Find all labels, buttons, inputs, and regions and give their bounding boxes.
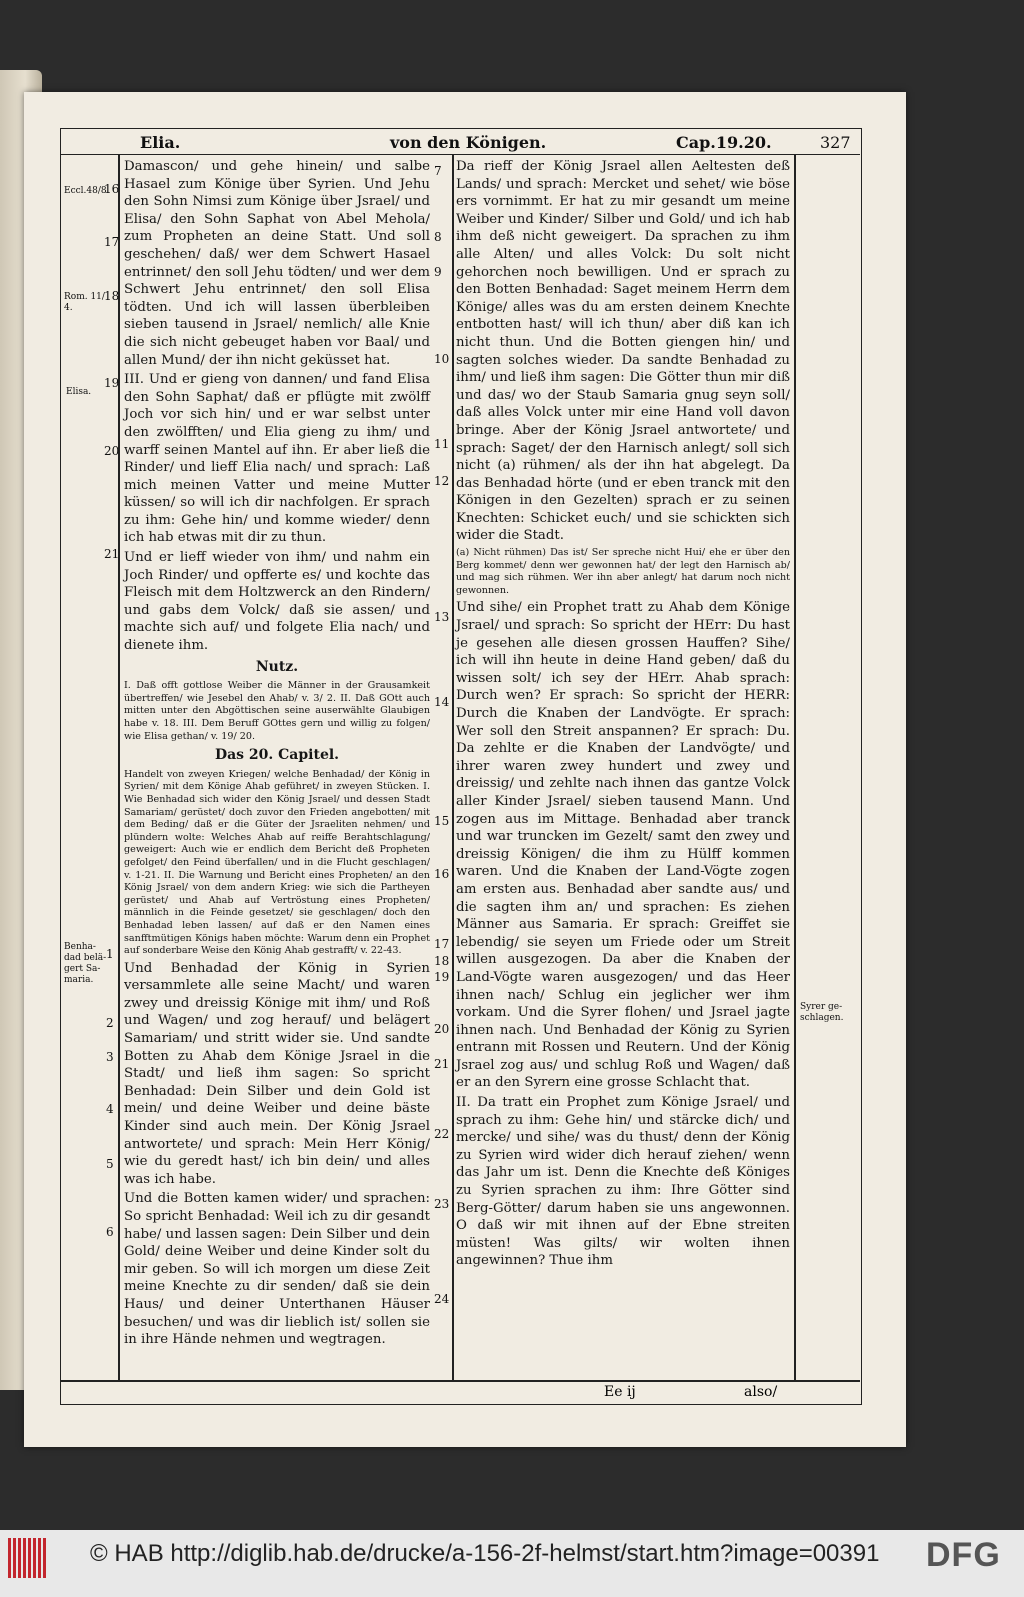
text-paragraph: Und sihe/ ein Prophet tratt zu Ahab dem Könige Jsrael/ und sprach: So spricht der HErr: Du hast je gesehen alle diesen grossen Hauffen? Sihe/ ich will ihn heute in deine Hand geben/ daß du wissen solt/ ich sey der HErr. Ahab sprach: Durch wen? Er sprach: So spricht der HERR: Durch die Knaben der Landvögte. Er sprach: Wer soll den Streit anspannen? Er sprach: Du. Da zehlte er die Knaben der Landvögte/ und ihrer waren zwey hundert und zwey und dreissig/ und zehlte nach ihnen das gantze Volck aller Kinder Jsrael/ sieben tausend Mann. Und zogen aus im Mittage. Benhadad aber tranck und war truncken im Gezelt/ samt den zwey und dreissig Königen/ die ihm zu Hülff kommen waren. Und die Knaben der Land-Vögte zogen am ersten aus. Benhadad aber sandte aus/ und die sagten ihm an/ und sprachen: Es ziehen Männer aus Samaria. Er sprach: Greiffet sie lebendig/ sie seyen um Friede oder um Streit willen ausgezogen. Da aber die Knaben der Land-Vögte waren ausgezogen/ und das Heer ihnen nach/ Schlug ein jeglicher wer ihm vorkam. Und die Syrer flohen/ und Jsrael jagte ihnen nach. Und Benhadad der König zu Syrien entrann mit Rossen und Reutern. Und der König Jsrael zog aus/ und schlug Roß und Wagen/ daß er an den Syrern eine grosse Schlacht that. <box>456 600 790 1091</box>
verse-number: 17 <box>104 235 120 249</box>
text-paragraph: II. Da tratt ein Prophet zum Könige Jsrael/ und sprach zu ihm: Gehe hin/ und stärcke dich/ und mercke/ und sihe/ was du thust/ denn der König zu Syrien wird wider dich herauf ziehen/ wenn das Jahr um ist. Denn die Knechte deß Königes zu Syrien sprachen zu ihm: Ihre Götter sind Berg-Götter/ darum haben sie uns angewonnen. O daß wir mit ihnen auf der Ebne streiten müsten! Was gilts/ wir wolten ihnen angewinnen? Thue ihm <box>456 1095 790 1269</box>
chapter-summary: Handelt von zweyen Kriegen/ welche Benhadad/ der König in Syrien/ mit dem Könige Ahab geführet/ in zweyen Stücken. I. Wie Benhadad sich wider den König Jsrael/ und dessen Stadt Samariam/ gerüstet/ doch zuvor den Frieden angebotten/ mit dem Beding/ daß er die Güter der Jsraeliten nehmen/ und plündern wolte: Welches Ahab auf reiffe Berahtschlagung/ geweigert: Auch wie er endlich dem Bericht deß Propheten gefolget/ den Feind überfallen/ und in die Flucht geschlagen/ v. 1-21. II. Die Warnung und Bericht eines Propheten/ an den König Jsrael/ von dem andern Krieg: wie sich die Partheyen gerüstet/ und Ahab auf Vertröstung eines Propheten/ männlich in die Feinde gesetzet/ sie geschlagen/ doch den Benhadad leben lassen/ auf daß er den Namen eines sanfftmütigen Königs haben möchte: Warum denn ein Prophet auf sonderbare Weise den König Ahab gestrafft/ v. 22-43. <box>124 768 430 957</box>
verse-number: 2 <box>106 1016 114 1030</box>
verse-number: 12 <box>434 474 450 488</box>
verse-number: 6 <box>106 1225 114 1239</box>
verse-number: 19 <box>434 970 450 984</box>
verse-number: 1 <box>106 947 114 961</box>
verse-number: 4 <box>106 1102 114 1116</box>
footnote: (a) Nicht rühmen) Das ist/ Ser spreche nicht Hui/ ehe er über den Berg kommet/ denn wer gewonnen hat/ der legt den Harnisch ab/ und mag sich rühmen. Wer ihn aber anlegt/ hat darum noch nicht gewonnen. <box>456 547 790 596</box>
verse-number: 20 <box>434 1022 450 1036</box>
verse-number: 19 <box>104 376 120 390</box>
margin-note: Eccl.48/8. <box>64 186 110 196</box>
page-number: 327 <box>820 133 851 152</box>
book-page <box>24 92 906 1447</box>
verse-number: 20 <box>104 444 120 458</box>
verse-number: 11 <box>434 437 450 451</box>
nutz-text: I. Daß offt gottlose Weiber die Männer in der Grausamkeit übertreffen/ wie Jesebel den Ahab/ v. 3/ 2. II. Daß GOtt auch mitten unter den Abgöttischen seine auserwählte Glaubigen habe v. 18. III. Dem Beruff GOttes gern und willig zu folgen/ wie Elisa gethan/ v. 19/ 20. <box>124 680 430 742</box>
verse-number: 23 <box>434 1197 450 1211</box>
text-paragraph: III. Und er gieng von dannen/ und fand Elisa den Sohn Saphat/ daß er pflügte mit zwölff Joch vor sich hin/ und er war selbst unter den zwölfften/ und Elia gieng zu ihm/ und warff seinen Mantel auf ihn. Er aber ließ die Rinder/ und lieff Elia nach/ und sprach: Laß mich meinen Vatter und meine Mutter küssen/ so will ich dir nachfolgen. Er sprach zu ihm: Gehe hin/ und komme wieder/ denn ich hab etwas mit dir zu thun. <box>124 372 430 546</box>
header-right: Cap.19.20. <box>676 133 772 152</box>
footer-bar <box>0 1530 1024 1597</box>
right-margin-rule <box>794 154 796 1380</box>
text-paragraph: Und er lieff wieder von ihm/ und nahm ein Joch Rinder/ und opfferte es/ und kochte das Fleisch mit dem Holtzwerck an den Rindern/ und gabs dem Volck/ daß sie assen/ und machte sich auf/ und folgete Elia nach/ und dienete ihm. <box>124 550 430 654</box>
signature-mark: Ee ij <box>604 1384 636 1400</box>
chapter-title: Das 20. Capitel. <box>214 747 340 764</box>
header-middle: von den Königen. <box>390 133 547 152</box>
nutz-title: Nutz. <box>255 658 299 675</box>
margin-note: Rom. 11/ 4. <box>64 292 105 313</box>
verse-number: 15 <box>434 814 450 828</box>
verse-number: 5 <box>106 1157 114 1171</box>
margin-note: Syrer ge- schlagen. <box>800 1002 844 1023</box>
text-paragraph: Und Benhadad der König in Syrien versammlete alle seine Macht/ und waren zwey und dreissig Könige mit ihm/ und Roß und Wagen/ und zog herauf/ und belägert Samariam/ und stritt wider sie. Und sandte Botten zu Ahab dem Könige Jsrael in die Stadt/ und ließ ihm sagen: So spricht Benhadad: Dein Silber und dein Gold ist mein/ und deine Weiber und deine bäste Kinder sind auch mein. Der König Jsrael antwortete/ und sprach: Mein Herr König/ wie du geredt hast/ ich bin dein/ und alles was ich habe. <box>124 960 430 1187</box>
catchword: also/ <box>744 1384 778 1400</box>
verse-number: 14 <box>434 695 450 709</box>
bottom-rule <box>60 1380 860 1382</box>
dfg-logo: DFG <box>926 1536 1001 1574</box>
header-left: Elia. <box>140 133 181 152</box>
verse-number: 16 <box>434 867 450 881</box>
left-column <box>124 158 430 1351</box>
center-rule <box>452 154 454 1380</box>
verse-number: 18 <box>104 289 120 303</box>
verse-number: 13 <box>434 610 450 624</box>
verse-number: 22 <box>434 1127 450 1141</box>
verse-number: 7 <box>434 164 442 178</box>
margin-note: Benha- dad belä- gert Sa- maria. <box>64 942 107 985</box>
verse-number: 24 <box>434 1292 450 1306</box>
footer-link[interactable]: © HAB http://diglib.hab.de/drucke/a-156-2f-helmst/start.htm?image=00391 <box>90 1540 880 1567</box>
left-margin-rule <box>118 154 120 1380</box>
verse-number: 21 <box>434 1057 450 1071</box>
margin-note: Elisa. <box>66 387 92 397</box>
verse-number: 16 <box>104 182 120 196</box>
text-paragraph: Und die Botten kamen wider/ und sprachen: So spricht Benhadad: Weil ich zu dir gesandt habe/ und lassen sagen: Dein Silber und dein Gold/ deine Weiber und deine Kinder solt du mir geben. So will ich morgen um diese Zeit meine Knechte zu dir senden/ daß sie dein Haus/ und deiner Unterthanen Häuser besuchen/ und was dir lieblich ist/ sollen sie in ihre Hände nehmen und wegtragen. <box>124 1191 430 1348</box>
verse-number: 8 <box>434 230 442 244</box>
text-paragraph: Damascon/ und gehe hinein/ und salbe Hasael zum Könige über Syrien. Und Jehu den Sohn Nimsi zum Könige über Jsrael/ und Elisa/ den Sohn Saphat von Abel Mehola/ zum Propheten an deine Statt. Und soll geschehen/ daß/ wer dem Schwert Hasael entrinnet/ den soll Jehu tödten/ und wer dem Schwert Jehu entrinnet/ den soll Elisa tödten. Und ich will lassen überbleiben sieben tausend in Jsrael/ nemlich/ alle Knie die sich nicht gebeuget haben vor Baal/ und allen Mund/ der ihn nicht geküsset hat. <box>124 159 430 368</box>
verse-number: 9 <box>434 265 442 279</box>
verse-number: 18 <box>434 954 450 968</box>
verse-number: 3 <box>106 1050 114 1064</box>
verse-number: 17 <box>434 937 450 951</box>
verse-number: 21 <box>104 547 120 561</box>
text-paragraph: Da rieff der König Jsrael allen Aeltesten deß Lands/ und sprach: Mercket und sehet/ wie böse ers vornimmt. Er hat zu mir gesandt um meine Weiber und Kinder/ Silber und Gold/ und ich hab ihm deß nicht geweigert. Da sprachen zu ihm alle Alten/ und alles Volck: Du solt nicht gehorchen noch bewilligen. Und er sprach zu den Botten Benhadad: Saget meinem Herrn dem Könige/ alles was du am ersten deinem Knechte entbotten hast/ will ich thun/ aber diß kan ich nicht thun. Und die Botten giengen hin/ und sagten solches wieder. Da sandte Benhadad zu ihm/ und ließ ihm sagen: Die Götter thun mir diß und das/ wo der Staub Samaria gnug seyn soll/ daß alles Volck unter mir eine Hand voll davon bringe. Aber der König Jsrael antwortete/ und sprach: Saget/ der den Harnisch anlegt/ soll sich nicht (a) rühmen/ als der ihn hat abgelegt. Da das Benhadad hörte (und er eben tranck mit den Königen in den Gezelten) sprach er zu seinen Knechten: Schicket euch/ und sie schickten sich wider die Stadt. <box>456 159 790 544</box>
right-column <box>456 158 790 1272</box>
verse-number: 10 <box>434 352 450 366</box>
hab-logo-icon <box>8 1538 48 1578</box>
running-header <box>60 130 860 155</box>
